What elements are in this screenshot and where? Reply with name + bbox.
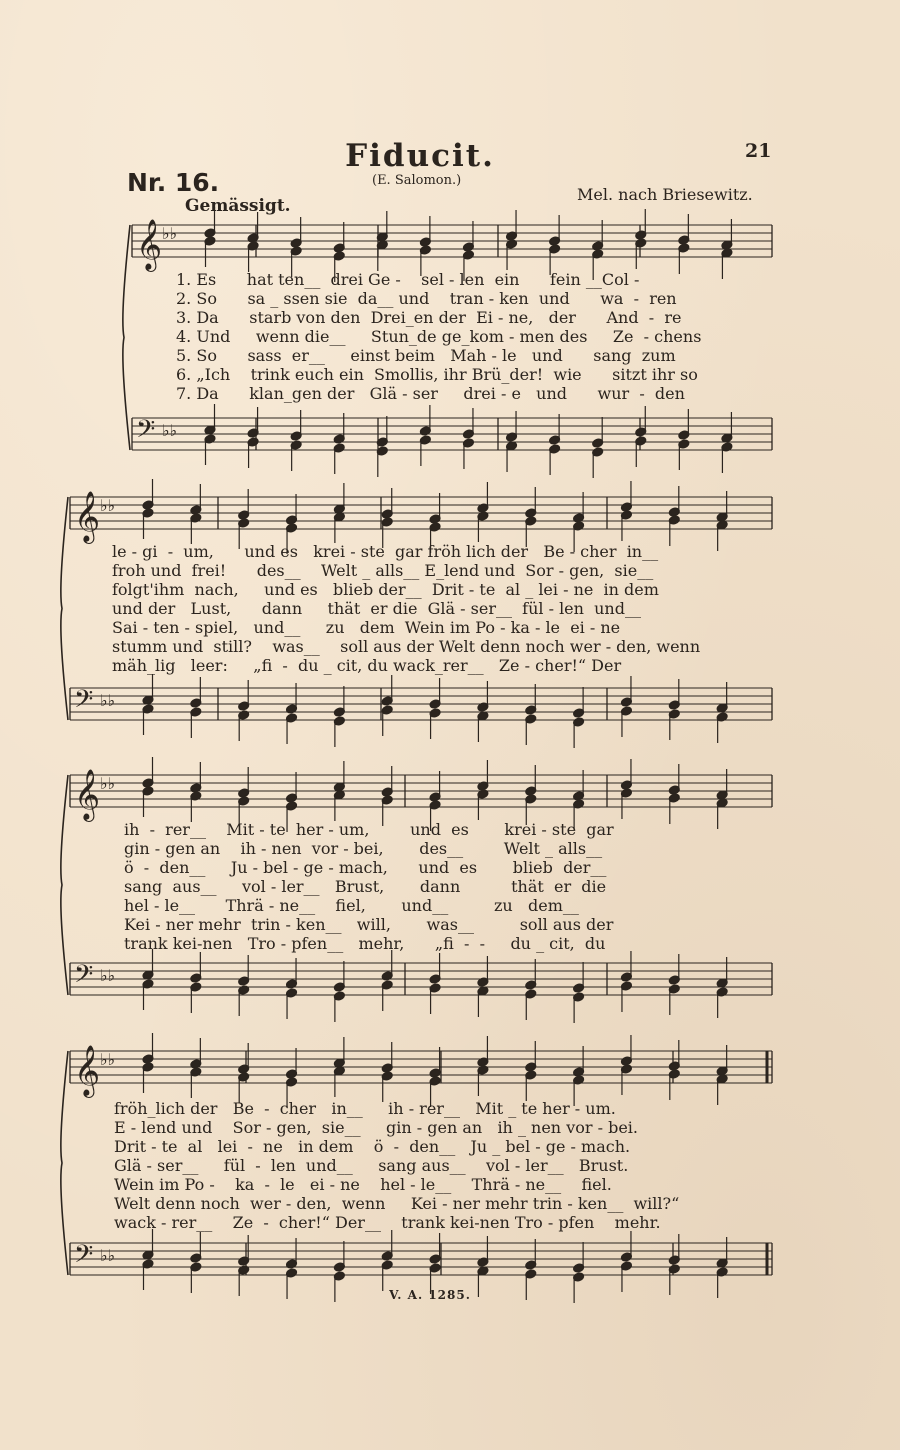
lyric-line: Drit - te al lei - ne in dem ö - den__ Ju _ bel - ge - mach.	[114, 1137, 631, 1156]
lyric-line: 5. So sass er__ einst beim Mah - le und sang zum	[176, 346, 676, 365]
lyric-line: 2. So sa _ ssen sie da__ und tran - ken und wa - ren	[176, 289, 677, 308]
key-signature-flat-icon: ♭♭	[100, 691, 116, 710]
lyric-line: gin - gen an ih - nen vor - bei, des__ Welt _ alls__	[124, 839, 603, 858]
lyric-line: und der Lust, dann thät er die Glä - ser__ fül - len und__	[112, 599, 641, 618]
bass-clef-icon: 𝄢	[74, 1240, 94, 1275]
system-bracket	[61, 497, 68, 720]
key-signature-flat-icon: ♭♭	[100, 496, 116, 515]
lyric-line: wack - rer__ Ze - cher!“ Der__ trank kei-nen Tro - pfen mehr.	[114, 1213, 661, 1232]
lyric-line: 3. Da starb von den Drei_en der Ei - ne, der And - re	[176, 308, 682, 327]
page-number: 21	[745, 140, 772, 162]
lyric-line: stumm und still? was__ soll aus der Welt denn noch wer - den, wenn	[112, 637, 701, 656]
composer-credit: (E. Salomon.)	[372, 173, 462, 188]
key-signature-flat-icon: ♭♭	[100, 1050, 116, 1069]
melody-credit: Mel. nach Briesewitz.	[577, 185, 753, 204]
bass-clef-icon: 𝄢	[74, 960, 94, 995]
lyric-line: 7. Da klan_gen der Glä - ser drei - e und wur - den	[176, 384, 685, 403]
lyric-line: 1. Es hat ten__ drei Ge - sel - len ein fein __Col -	[176, 270, 640, 289]
key-signature-flat-icon: ♭♭	[100, 774, 116, 793]
lyric-line: hel - le__ Thrä - ne__ fiel, und__ zu dem__	[124, 896, 579, 915]
lyric-line: Wein im Po - ka - le ei - ne hel - le__ Thrä - ne__ fiel.	[114, 1175, 612, 1194]
lyric-line: folgt'ihm nach, und es blieb der__ Drit - te al _ lei - ne in dem	[112, 580, 659, 599]
lyric-line: 4. Und wenn die__ Stun_de ge_kom - men des Ze - chens	[176, 327, 702, 346]
lyric-line: Sai - ten - spiel, und__ zu dem Wein im Po - ka - le ei - ne	[112, 618, 621, 637]
treble-clef-icon: 𝄞	[74, 1045, 101, 1096]
system-bracket	[61, 775, 68, 995]
song-number: Nr. 16.	[127, 168, 220, 197]
song-title: Fiducit.	[345, 138, 495, 174]
key-signature-flat-icon: ♭♭	[162, 224, 178, 243]
lyric-line: fröh_lich der Be - cher in__ ih - rer__ Mit _ te her - um.	[114, 1099, 616, 1118]
lyric-line: trank kei-nen Tro - pfen__ mehr, „fi - - du _ cit, du	[124, 934, 606, 953]
plate-number: V. A. 1285.	[389, 1288, 471, 1302]
lyric-line: 6. „Ich trink euch ein Smollis, ihr Brü_der! wie sitzt ihr so	[176, 365, 698, 384]
lyric-line: E - lend und Sor - gen, sie__ gin - gen an ih _ nen vor - bei.	[114, 1118, 639, 1137]
lyric-line: ö - den__ Ju - bel - ge - mach, und es blieb der__	[124, 858, 607, 877]
lyric-line: Kei - ner mehr trin - ken__ will, was__ soll aus der	[124, 915, 614, 934]
lyric-line: le - gi - um, und es krei - ste gar fröh lich der Be - cher in__	[112, 542, 659, 561]
bass-clef-icon: 𝄢	[136, 415, 156, 450]
treble-clef-icon: 𝄞	[136, 219, 163, 270]
lyric-line: ih - rer__ Mit - te her - um, und es krei - ste gar	[124, 820, 614, 839]
key-signature-flat-icon: ♭♭	[100, 966, 116, 985]
key-signature-flat-icon: ♭♭	[100, 1246, 116, 1265]
lyric-line: Glä - ser__ fül - len und__ sang aus__ vol - ler__ Brust.	[114, 1156, 629, 1175]
treble-clef-icon: 𝄞	[74, 491, 101, 542]
system-bracket	[61, 1051, 68, 1275]
lyric-line: Welt denn noch wer - den, wenn Kei - ner mehr trin - ken__ will?“	[114, 1194, 680, 1213]
bass-clef-icon: 𝄢	[74, 685, 94, 720]
key-signature-flat-icon: ♭♭	[162, 421, 178, 440]
lyric-line: froh und frei! des__ Welt _ alls__ E_lend und Sor - gen, sie__	[112, 561, 654, 580]
tempo-marking: Gemässigt.	[185, 196, 291, 216]
system-bracket	[123, 225, 130, 450]
lyric-line: mäh_lig leer: „fi - du _ cit, du wack_rer__ Ze - cher!“ Der	[112, 656, 622, 675]
treble-clef-icon: 𝄞	[74, 769, 101, 820]
lyric-line: sang aus__ vol - ler__ Brust, dann thät er die	[124, 877, 607, 896]
